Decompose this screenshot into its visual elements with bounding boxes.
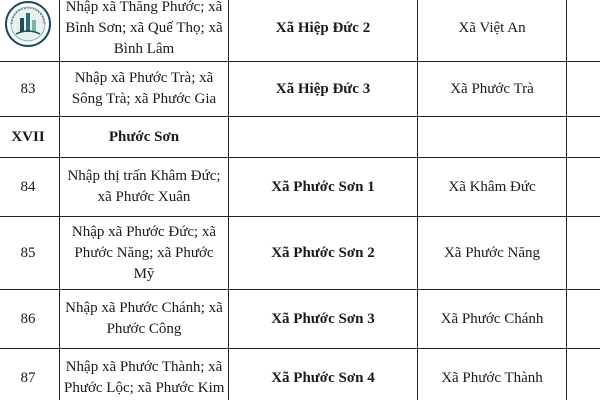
description-line: Nhập xã Phước Thành; xã: [65, 359, 223, 375]
seal-logo-icon: [4, 0, 52, 48]
section-row: [0, 117, 600, 158]
new-unit-name: Xã Phước Sơn 3: [229, 290, 418, 349]
section-number: XVII: [0, 117, 60, 158]
new-unit-name: Xã Phước Sơn 2: [229, 217, 418, 290]
row-number: 83: [0, 62, 60, 117]
description-line: xã Phước Xuân: [97, 189, 191, 205]
empty-cell: [567, 290, 600, 349]
merge-description: [60, 0, 229, 62]
description-line: Phước Công: [106, 321, 182, 337]
merge-description: [60, 349, 229, 400]
table-row: [0, 0, 600, 62]
empty-cell: [567, 217, 600, 290]
new-unit-name: Xã Hiệp Đức 3: [229, 62, 418, 117]
table-row: [0, 349, 600, 400]
new-unit-name: Xã Hiệp Đức 2: [229, 0, 418, 62]
empty-cell: [567, 62, 600, 117]
admin-seat: Xã Phước Thành: [418, 349, 567, 400]
admin-seat: Xã Phước Trà: [418, 62, 567, 117]
merge-description: [60, 217, 229, 290]
empty-cell: [567, 0, 600, 62]
row-number: 87: [0, 349, 60, 400]
merge-description: [60, 62, 229, 117]
empty-cell: [418, 117, 567, 158]
row-number: 84: [0, 158, 60, 217]
new-unit-name: Xã Phước Sơn 4: [229, 349, 418, 400]
description-line: Bình Lâm: [113, 40, 175, 57]
empty-cell: [229, 117, 418, 158]
description-line: Bình Sơn; xã Quế Thọ; xã: [65, 19, 223, 36]
empty-cell: [567, 349, 600, 400]
table-row: [0, 290, 600, 349]
empty-cell: [567, 158, 600, 217]
description-line: Phước Năng; xã Phước: [74, 244, 214, 261]
description-line: Nhập xã Phước Trà; xã: [74, 70, 214, 86]
merge-description: [60, 290, 229, 349]
admin-seat: Xã Phước Năng: [418, 217, 567, 290]
table-row: [0, 62, 600, 117]
description-line: Nhập xã Thăng Phước; xã: [65, 0, 223, 15]
description-line: Sông Trà; xã Phước Gia: [71, 91, 217, 107]
description-line: Phước Lộc; xã Phước Kim: [64, 380, 225, 396]
description-line: Nhập xã Phước Chánh; xã: [65, 300, 223, 316]
row-number: 86: [0, 290, 60, 349]
description-line: Nhập xã Phước Đức; xã: [71, 223, 217, 240]
merge-description: [60, 158, 229, 217]
empty-cell: [567, 117, 600, 158]
admin-seat: Xã Việt An: [418, 0, 567, 62]
row-number: 85: [0, 217, 60, 290]
new-unit-name: Xã Phước Sơn 1: [229, 158, 418, 217]
description-line: Nhập thị trấn Khâm Đức;: [67, 168, 221, 184]
admin-seat: Xã Phước Chánh: [418, 290, 567, 349]
admin-seat: Xã Khâm Đức: [418, 158, 567, 217]
description-line: Mỹ: [133, 265, 155, 282]
table-row: [0, 217, 600, 290]
section-title: Phước Sơn: [60, 117, 229, 158]
table-row: [0, 158, 600, 217]
